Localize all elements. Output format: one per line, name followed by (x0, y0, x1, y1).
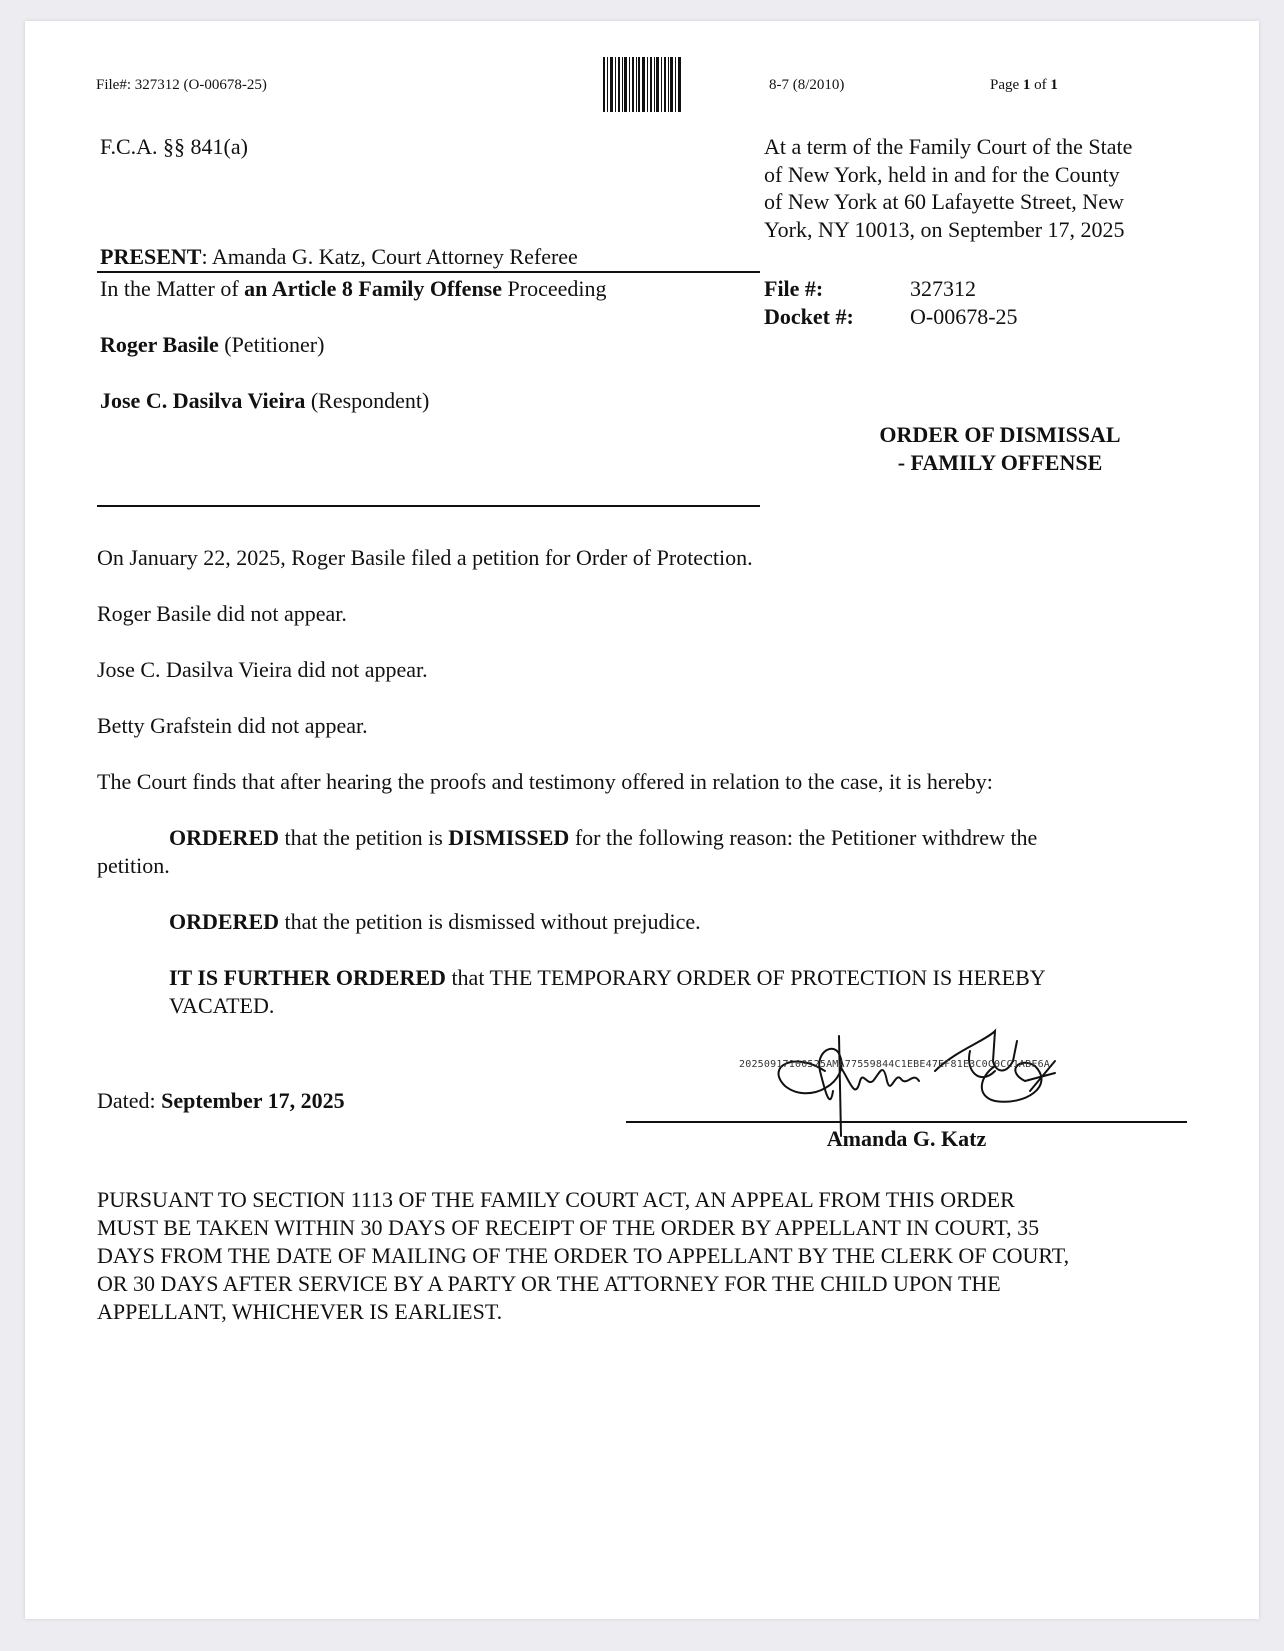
signature-rule (626, 1121, 1187, 1123)
ordered-label: ORDERED (169, 909, 280, 934)
appeal-line: DAYS FROM THE DATE OF MAILING OF THE ORDER TO APPELLANT BY THE CLERK OF COURT, (97, 1243, 1070, 1268)
dismissed-label: DISMISSED (448, 825, 570, 850)
barcode-icon (603, 57, 681, 112)
appeal-line: PURSUANT TO SECTION 1113 OF THE FAMILY COURT ACT, AN APPEAL FROM THIS ORDER (97, 1187, 1015, 1212)
present-text: : Amanda G. Katz, Court Attorney Referee (201, 244, 578, 269)
order-dismissed-line1: ORDERED that the petition is DISMISSED for the following reason: the Petitioner withdrew the (169, 825, 1038, 850)
form-code: 8-7 (8/2010) (769, 77, 845, 93)
petitioner-line (100, 331, 324, 359)
matter-prefix: In the Matter of (100, 276, 245, 301)
appearance-petitioner: Roger Basile did not appear. (97, 601, 347, 626)
term-line: of New York, held in and for the County (764, 161, 1120, 187)
appeal-notice (97, 1186, 1069, 1326)
appearance-third: Betty Grafstein did not appear. (97, 713, 368, 738)
file-value: 327312 (910, 276, 976, 301)
dated-label: Dated: (97, 1088, 162, 1113)
court-term (764, 133, 1132, 243)
present-line (100, 243, 578, 271)
caption-top-rule (97, 271, 760, 273)
appeal-line: APPELLANT, WHICHEVER IS EARLIEST. (97, 1299, 503, 1324)
order-title (805, 421, 1195, 477)
petitioner-name: Roger Basile (100, 332, 219, 357)
signatory-name: Amanda G. Katz (826, 1126, 987, 1151)
order-without-prejudice: ORDERED that the petition is dismissed without prejudice. (169, 909, 701, 934)
file-reference: File#: 327312 (O-00678-25) (96, 77, 267, 93)
appeal-line: MUST BE TAKEN WITHIN 30 DAYS OF RECEIPT OF THE ORDER BY APPELLANT IN COURT, 35 (97, 1215, 1040, 1240)
term-line: York, NY 10013, on September 17, 2025 (764, 216, 1125, 242)
page-indicator (990, 77, 1058, 94)
caption-bottom-rule (97, 505, 760, 507)
appeal-line: OR 30 DAYS AFTER SERVICE BY A PARTY OR THE ATTORNEY FOR THE CHILD UPON THE (97, 1271, 1001, 1296)
petitioner-role: (Petitioner) (218, 332, 325, 357)
page-total: 1 (1050, 77, 1058, 93)
respondent-role: (Respondent) (305, 388, 430, 413)
further-ordered-label: IT IS FURTHER ORDERED (169, 965, 446, 990)
order-vacated-line2: VACATED. (169, 993, 275, 1018)
ordered-label: ORDERED (169, 825, 280, 850)
order-vacated-line1: IT IS FURTHER ORDERED that THE TEMPORARY ORDER OF PROTECTION IS HEREBY (169, 965, 1046, 990)
respondent-name: Jose C. Dasilva Vieira (100, 388, 306, 413)
page-of: of (1030, 77, 1051, 93)
order-dismissed-line2: petition. (97, 853, 170, 878)
matter-type: an Article 8 Family Offense (244, 276, 503, 301)
order-title-line2: - FAMILY OFFENSE (897, 450, 1103, 475)
dated-line (97, 1087, 345, 1115)
dated-date: September 17, 2025 (161, 1088, 345, 1113)
findings-paragraph: The Court finds that after hearing the proofs and testimony offered in relation to the case, it is hereby: (97, 769, 993, 794)
order-title-line1: ORDER OF DISMISSAL (879, 422, 1121, 447)
term-line: At a term of the Family Court of the State (764, 134, 1133, 159)
docket-label: Docket #: (764, 304, 854, 329)
file-label: File #: (764, 276, 824, 301)
filing-paragraph: On January 22, 2025, Roger Basile filed a petition for Order of Protection. (97, 545, 753, 570)
docket-value: O-00678-25 (910, 304, 1018, 329)
page-number: 1 (1022, 77, 1031, 93)
statute-reference: F.C.A. §§ 841(a) (100, 134, 248, 159)
matter-suffix: Proceeding (502, 276, 607, 301)
term-line: of New York at 60 Lafayette Street, New (764, 189, 1124, 214)
document-page (25, 21, 1259, 1619)
appearance-respondent: Jose C. Dasilva Vieira did not appear. (97, 657, 428, 682)
signature-hash: 20250917100525AMA77559844C1EBE47EF81E3C0C0CC1ABF6A (739, 1059, 1051, 1070)
respondent-line (100, 387, 429, 415)
present-label: PRESENT (100, 244, 202, 269)
matter-line (100, 275, 606, 303)
page-prefix: Page (990, 77, 1023, 93)
